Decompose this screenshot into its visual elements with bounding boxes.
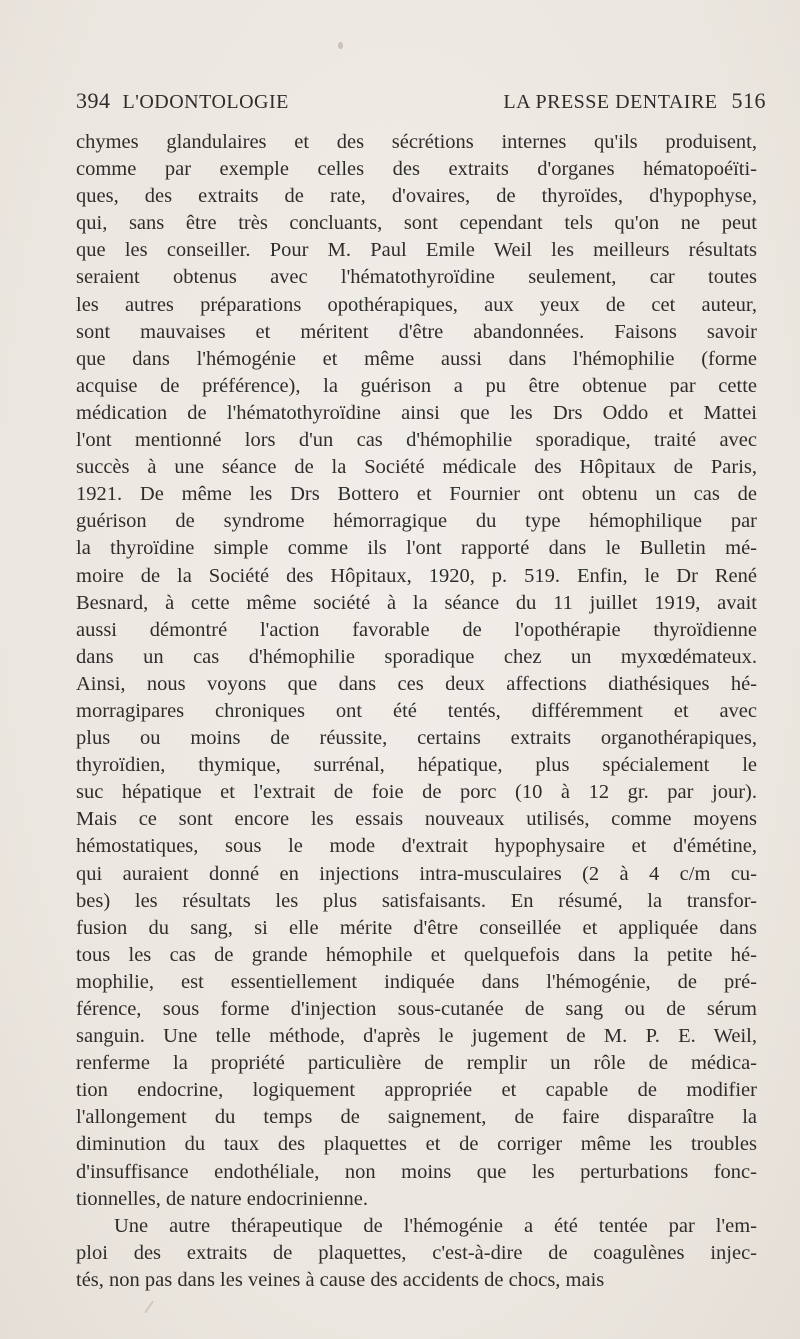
text-line: acquise de préférence), la guérison a pu être obtenue par cette (76, 374, 757, 397)
text-line: seraient obtenus avec l'hématothyroïdine seulement, car toutes (76, 266, 757, 289)
text-line: l'allongement du temps de saignement, de faire disparaître la (76, 1106, 757, 1129)
text-line: guérison de syndrome hémorragique du type hémophilique par (76, 510, 757, 533)
running-header (76, 88, 766, 118)
text-line: médication de l'hématothyroïdine ainsi que les Drs Oddo et Mattei (76, 401, 757, 424)
text-line: sanguin. Une telle méthode, d'après le jugement de M. P. E. Weil, (76, 1025, 757, 1048)
text-line: plus ou moins de réussite, certains extraits organothérapiques, (76, 727, 757, 750)
text-line: Ainsi, nous voyons que dans ces deux affections diathésiques hé- (76, 672, 757, 695)
text-line: comme par exemple celles des extraits d'organes hématopoéïti- (76, 158, 757, 181)
text-line: tés, non pas dans les veines à cause des accidents de chocs, mais (76, 1268, 605, 1291)
journal-title-left: L'ODONTOLOGIE (122, 91, 289, 113)
page-number-right: 516 (731, 88, 766, 113)
text-line: férence, sous forme d'injection sous-cutanée de sang ou de sérum (76, 998, 757, 1020)
text-line: morragipares chroniques ont été tentés, différemment et avec (76, 699, 757, 722)
text-line: succès à une séance de la Société médicale des Hôpitaux de Paris, (76, 456, 757, 479)
body-text (76, 129, 757, 1294)
text-line: Une autre thérapeutique de l'hémogénie a été tentée par l'em- (114, 1214, 757, 1237)
text-line: mophilie, est essentiellement indiquée dans l'hémogénie, de pré- (76, 970, 757, 993)
paragraph (76, 1213, 757, 1294)
text-line: fusion du sang, si elle mérite d'être conseillée et appliquée dans (76, 916, 757, 939)
journal-title-right: LA PRESSE DENTAIRE (503, 91, 718, 113)
text-line: chymes glandulaires et des sécrétions internes qu'ils produisent, (76, 131, 757, 153)
pencil-mark (144, 1301, 154, 1314)
text-line: tionnelles, de nature endocrinienne. (76, 1187, 369, 1210)
text-line: d'insuffisance endothéliale, non moins que les perturbations fonc- (76, 1160, 757, 1183)
text-line: renferme la propriété particulière de remplir un rôle de médica- (76, 1052, 757, 1075)
text-line: que dans l'hémogénie et même aussi dans l'hémophilie (forme (76, 347, 757, 370)
text-line: sont mauvaises et méritent d'être abandonnées. Faisons savoir (76, 320, 757, 343)
paragraph (76, 129, 757, 1213)
text-line: tous les cas de grande hémophile et quelquefois dans la petite hé- (76, 943, 757, 966)
text-line: Besnard, à cette même société à la séance du 11 juillet 1919, avait (76, 591, 757, 614)
text-line: aussi démontré l'action favorable de l'opothérapie thyroïdienne (76, 618, 757, 641)
text-line: ques, des extraits de rate, d'ovaires, de thyroïdes, d'hypophyse, (76, 185, 757, 208)
ink-speck (338, 42, 343, 49)
text-line: tion endocrine, logiquement appropriée et capable de modifier (76, 1079, 757, 1102)
page-number-left: 394 (76, 88, 111, 113)
text-line: 1921. De même les Drs Bottero et Fournier ont obtenu un cas de (76, 483, 757, 506)
text-line: hémostatiques, sous le mode d'extrait hypophysaire et d'émétine, (76, 835, 757, 858)
text-line: moire de la Société des Hôpitaux, 1920, p. 519. Enfin, le Dr René (76, 564, 757, 587)
text-line: suc hépatique et l'extrait de foie de porc (10 à 12 gr. par jour). (76, 781, 757, 804)
text-line: qui, sans être très concluants, sont cependant tels qu'on ne peut (76, 212, 757, 235)
header-right (503, 88, 766, 114)
text-line: Mais ce sont encore les essais nouveaux utilisés, comme moyens (76, 808, 757, 831)
text-line: les autres préparations opothérapiques, aux yeux de cet auteur, (76, 293, 757, 316)
text-line: dans un cas d'hémophilie sporadique chez un myxœdémateux. (76, 645, 757, 668)
text-line: la thyroïdine simple comme ils l'ont rapporté dans le Bulletin mé- (76, 537, 757, 560)
text-line: bes) les résultats les plus satisfaisants. En résumé, la transfor- (76, 889, 757, 912)
text-line: l'ont mentionné lors d'un cas d'hémophilie sporadique, traité avec (76, 429, 757, 452)
header-left (76, 88, 289, 114)
text-line: qui auraient donné en injections intra-musculaires (2 à 4 c/m cu- (76, 862, 757, 885)
text-line: thyroïdien, thymique, surrénal, hépatique, plus spécialement le (76, 754, 757, 777)
text-line: ploi des extraits de plaquettes, c'est-à-dire de coagulènes injec- (76, 1241, 757, 1264)
text-line: diminution du taux des plaquettes et de corriger même les troubles (76, 1133, 757, 1156)
text-line: que les conseiller. Pour M. Paul Emile Weil les meilleurs résultats (76, 239, 757, 262)
